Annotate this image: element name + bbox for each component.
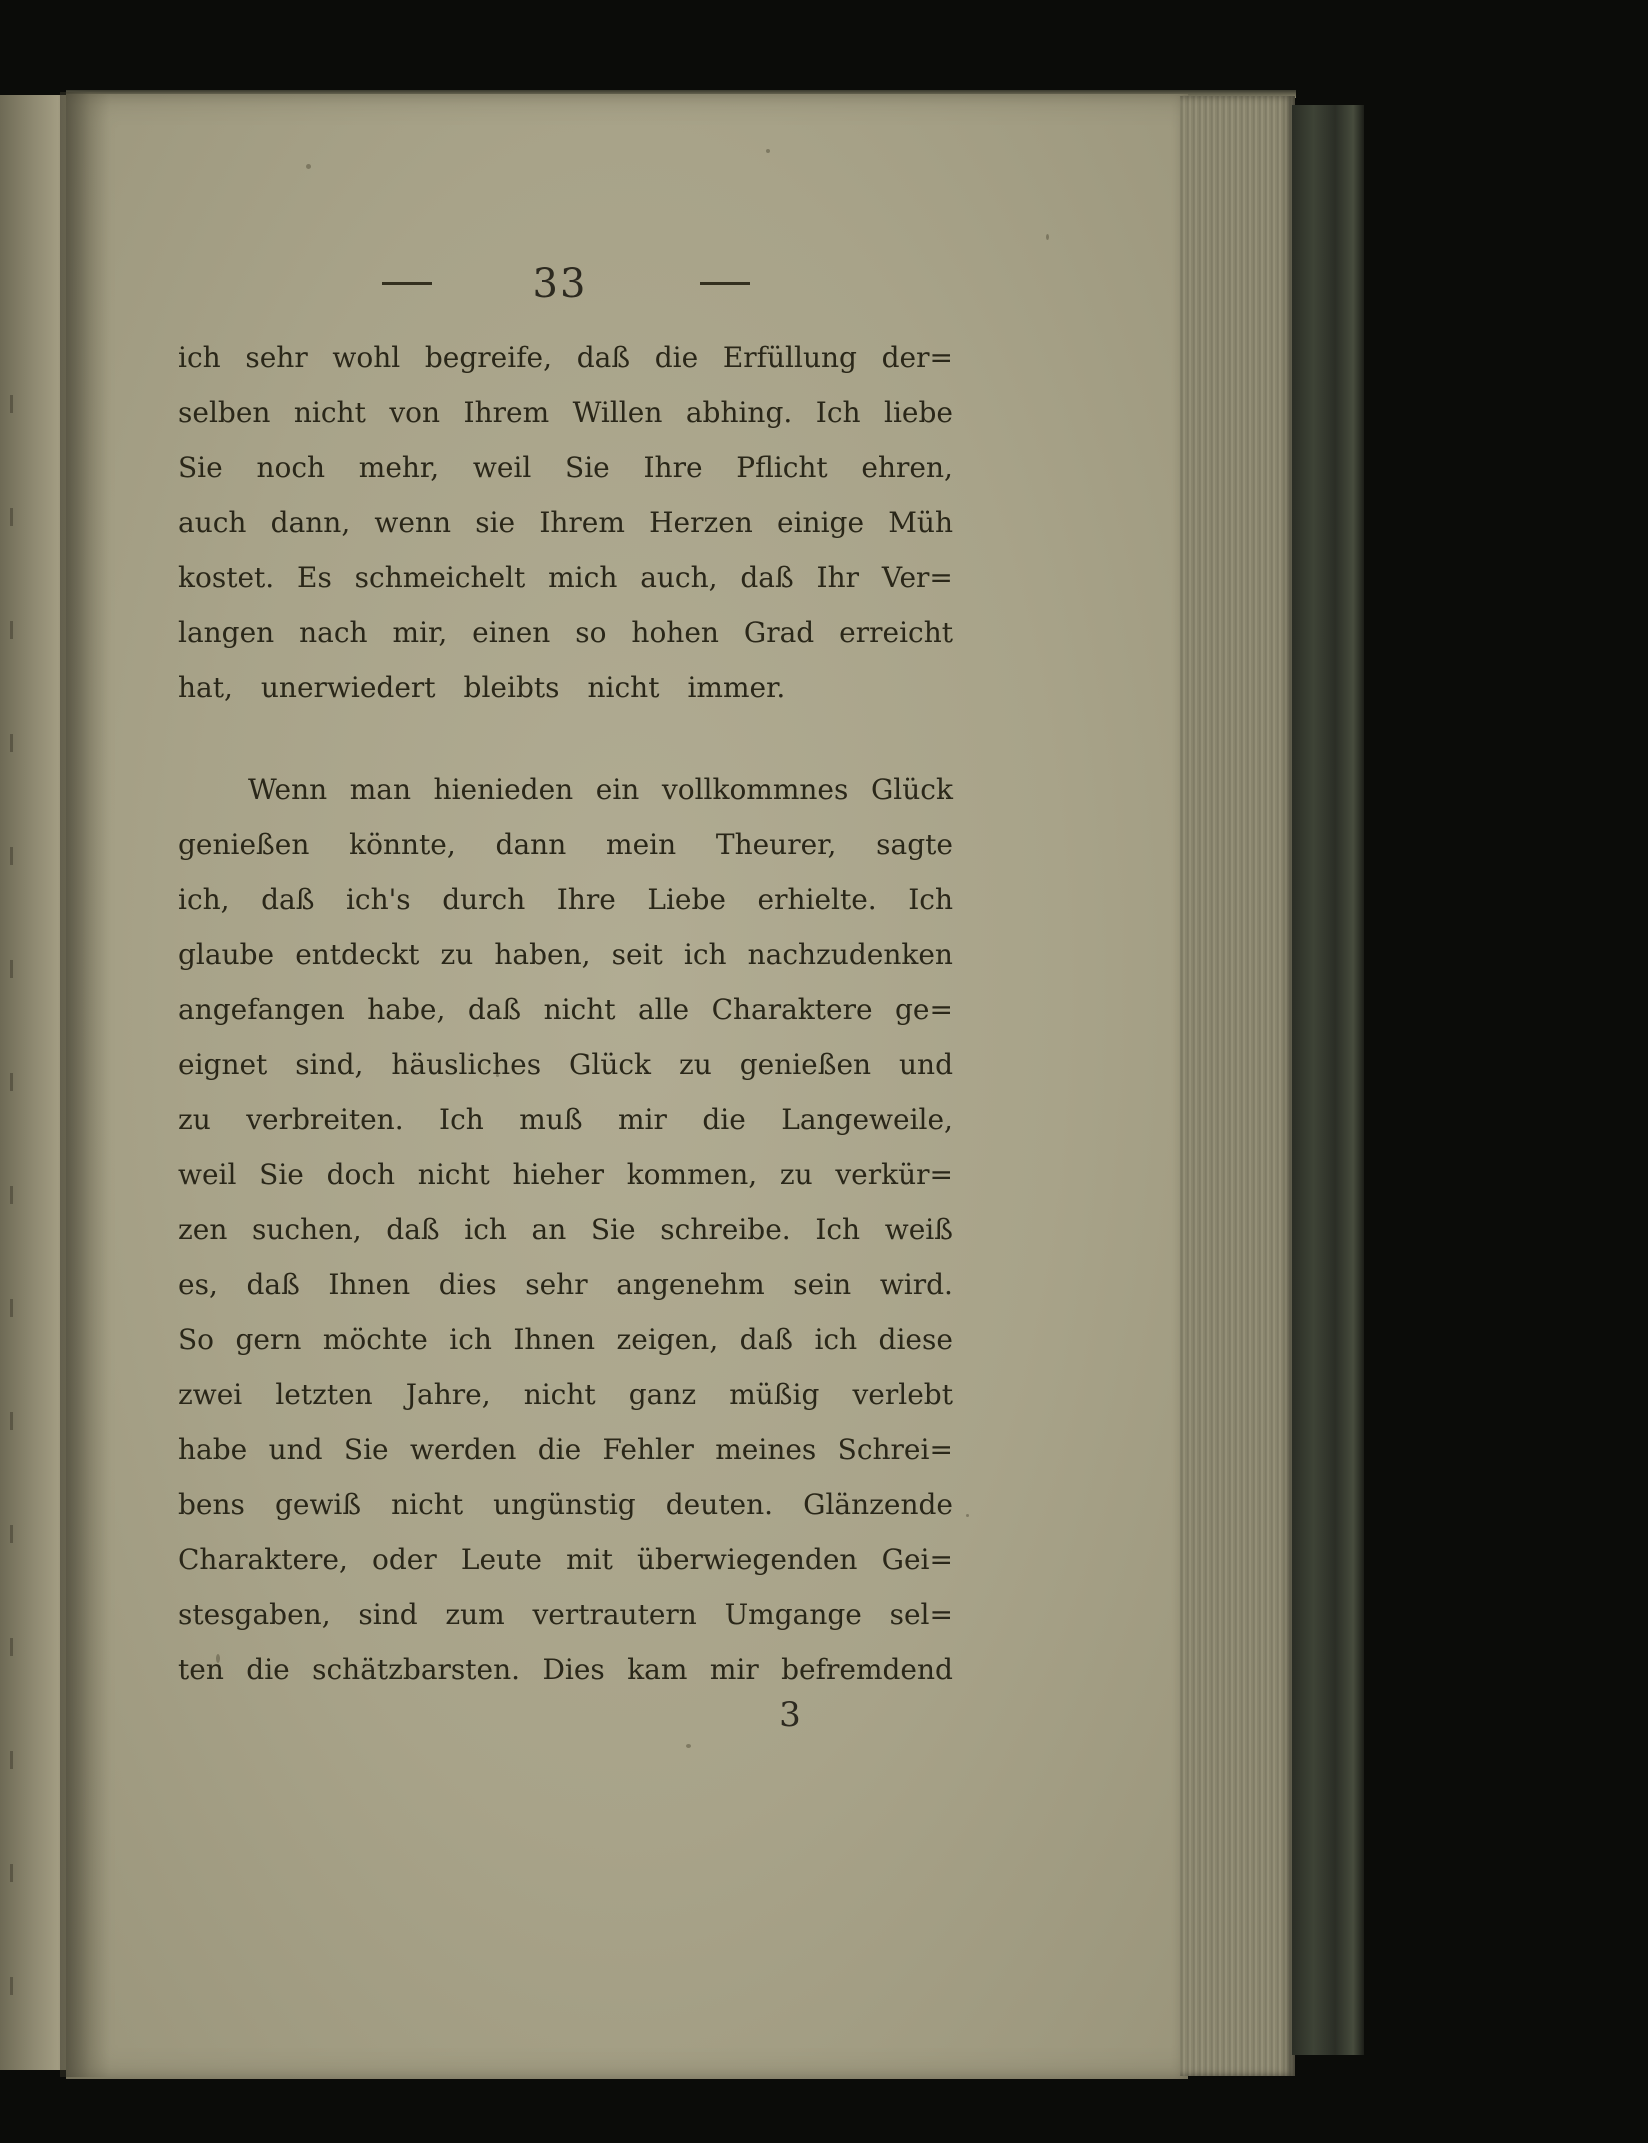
text-line: ich sehr wohl begreife, daß die Erfüllung der= <box>178 341 953 374</box>
text-line: glaube entdeckt zu haben, seit ich nachzudenken <box>178 938 953 971</box>
paragraph <box>178 330 953 715</box>
signature-mark: 3 <box>779 1695 801 1735</box>
paragraph-gap <box>178 715 953 762</box>
gutter-shadow <box>60 92 110 2077</box>
text-line: hat, unerwiedert bleibts nicht immer. <box>178 671 786 704</box>
page-number: 33 <box>532 261 588 307</box>
text-line: So gern möchte ich Ihnen zeigen, daß ich diese <box>178 1323 953 1356</box>
text-line: zu verbreiten. Ich muß mir die Langeweile, <box>178 1103 953 1136</box>
text-line: ten die schätzbarsten. Dies kam mir befremdend <box>178 1653 953 1686</box>
text-line: habe und Sie werden die Fehler meines Schrei= <box>178 1433 953 1466</box>
text-line: auch dann, wenn sie Ihrem Herzen einige Müh <box>178 506 953 539</box>
text-line: zen suchen, daß ich an Sie schreibe. Ich weiß <box>178 1213 953 1246</box>
text-line: angefangen habe, daß nicht alle Charaktere ge= <box>178 993 953 1026</box>
paragraph <box>178 762 953 1697</box>
text-line: selben nicht von Ihrem Willen abhing. Ich liebe <box>178 396 953 429</box>
text-line: kostet. Es schmeichelt mich auch, daß Ihr Ver= <box>178 561 953 594</box>
text-line: genießen könnte, dann mein Theurer, sagte <box>178 828 953 861</box>
text-line: bens gewiß nicht ungünstig deuten. Glänzende <box>178 1488 953 1521</box>
page-header <box>370 258 750 318</box>
text-line: weil Sie doch nicht hieher kommen, zu verkür= <box>178 1158 953 1191</box>
left-margin-marks <box>6 395 20 1895</box>
text-line: Charaktere, oder Leute mit überwiegenden Gei= <box>178 1543 953 1576</box>
header-dash-left <box>382 282 432 285</box>
text-line: langen nach mir, einen so hohen Grad erreicht <box>178 616 953 649</box>
text-line: Wenn man hienieden ein vollkommnes Glück <box>248 773 953 806</box>
text-line: Sie noch mehr, weil Sie Ihre Pflicht ehren, <box>178 451 953 484</box>
book-cover-edge <box>1292 105 1364 2055</box>
header-dash-right <box>700 282 750 285</box>
body-text <box>178 330 953 1697</box>
text-line: es, daß Ihnen dies sehr angenehm sein wird. <box>178 1268 953 1301</box>
text-line: ich, daß ich's durch Ihre Liebe erhielte. Ich <box>178 883 953 916</box>
text-line: stesgaben, sind zum vertrautern Umgange sel= <box>178 1598 953 1631</box>
page-block-edges <box>1180 96 1295 2076</box>
text-line: zwei letzten Jahre, nicht ganz müßig verlebt <box>178 1378 953 1411</box>
text-line: eignet sind, häusliches Glück zu genießen und <box>178 1048 953 1081</box>
